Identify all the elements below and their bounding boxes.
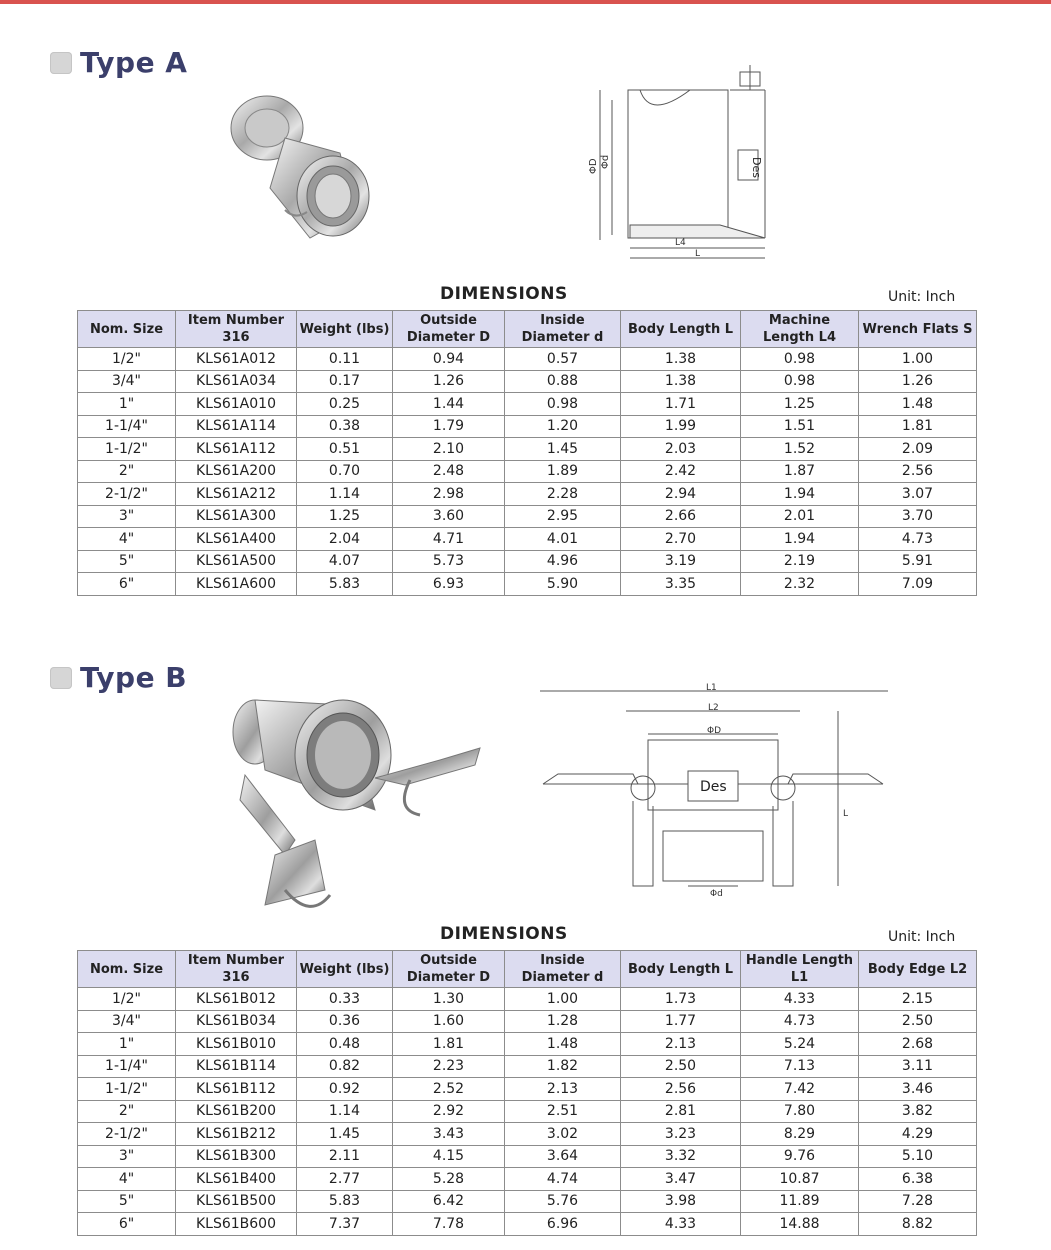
type-a-l-label: L <box>695 249 701 259</box>
table-cell: 0.98 <box>741 370 859 393</box>
table-cell: KLS61A200 <box>176 460 297 483</box>
column-header: Inside Diameter d <box>505 951 621 988</box>
table-cell: 0.94 <box>393 348 505 371</box>
table-cell: 5.24 <box>741 1033 859 1056</box>
table-cell: 5.83 <box>297 573 393 596</box>
type-b-dimensions-title: DIMENSIONS <box>440 924 568 944</box>
table-cell: 6.96 <box>505 1213 621 1236</box>
table-cell: 2-1/2" <box>78 483 176 506</box>
table-cell: KLS61A012 <box>176 348 297 371</box>
table-row <box>78 393 977 416</box>
table-cell: 3.46 <box>859 1078 977 1101</box>
column-header: Weight (lbs) <box>297 951 393 988</box>
table-cell: 7.28 <box>859 1190 977 1213</box>
table-cell: 2.52 <box>393 1078 505 1101</box>
table-cell: 3" <box>78 505 176 528</box>
table-cell: 10.87 <box>741 1168 859 1191</box>
table-cell: 1.89 <box>505 460 621 483</box>
table-cell: 5.83 <box>297 1190 393 1213</box>
table-cell: 3.23 <box>621 1123 741 1146</box>
table-cell: 2.94 <box>621 483 741 506</box>
table-header-row <box>78 311 977 348</box>
table-cell: 1.81 <box>393 1033 505 1056</box>
type-b-unit-label: Unit: Inch <box>888 929 956 945</box>
table-cell: 5" <box>78 1190 176 1213</box>
type-a-id-label: Φd <box>600 154 611 169</box>
table-cell: 5.91 <box>859 550 977 573</box>
table-cell: 3.19 <box>621 550 741 573</box>
table-row <box>78 438 977 461</box>
table-cell: KLS61B212 <box>176 1123 297 1146</box>
type-b-dimensions-table <box>77 950 977 1236</box>
table-cell: KLS61A212 <box>176 483 297 506</box>
table-cell: 2" <box>78 1100 176 1123</box>
type-b-od-label: ΦD <box>707 726 722 736</box>
table-cell: 1.77 <box>621 1010 741 1033</box>
table-cell: 1.81 <box>859 415 977 438</box>
table-cell: 3.43 <box>393 1123 505 1146</box>
type-a-dimensions-table <box>77 310 977 596</box>
table-cell: 4.73 <box>859 528 977 551</box>
table-cell: 2.92 <box>393 1100 505 1123</box>
table-cell: 4.33 <box>741 988 859 1011</box>
table-cell: 1.00 <box>859 348 977 371</box>
table-cell: 4.73 <box>741 1010 859 1033</box>
table-cell: 0.11 <box>297 348 393 371</box>
table-cell: 2.11 <box>297 1145 393 1168</box>
table-cell: 2.28 <box>505 483 621 506</box>
table-row <box>78 550 977 573</box>
table-cell: 1-1/4" <box>78 415 176 438</box>
table-cell: KLS61A112 <box>176 438 297 461</box>
table-cell: 1.44 <box>393 393 505 416</box>
table-cell: 1.79 <box>393 415 505 438</box>
table-cell: 7.42 <box>741 1078 859 1101</box>
type-a-l4-label: L4 <box>675 238 686 248</box>
table-cell: 0.88 <box>505 370 621 393</box>
table-cell: 2.66 <box>621 505 741 528</box>
table-cell: 3.32 <box>621 1145 741 1168</box>
table-cell: KLS61A400 <box>176 528 297 551</box>
type-a-dimensions-title: DIMENSIONS <box>440 284 568 304</box>
table-cell: 1" <box>78 393 176 416</box>
table-cell: 1.51 <box>741 415 859 438</box>
column-header: Inside Diameter d <box>505 311 621 348</box>
table-cell: 9.76 <box>741 1145 859 1168</box>
table-cell: 6.93 <box>393 573 505 596</box>
table-cell: 1/2" <box>78 988 176 1011</box>
table-cell: 14.88 <box>741 1213 859 1236</box>
table-cell: 0.92 <box>297 1078 393 1101</box>
table-cell: 0.57 <box>505 348 621 371</box>
table-cell: 3.70 <box>859 505 977 528</box>
table-cell: 3.07 <box>859 483 977 506</box>
table-cell: 2.56 <box>859 460 977 483</box>
table-row <box>78 1168 977 1191</box>
table-cell: KLS61B010 <box>176 1033 297 1056</box>
column-header: Body Edge L2 <box>859 951 977 988</box>
table-cell: 11.89 <box>741 1190 859 1213</box>
table-row <box>78 415 977 438</box>
table-cell: 1.26 <box>859 370 977 393</box>
type-b-product-photo <box>225 690 490 920</box>
table-row <box>78 348 977 371</box>
table-cell: KLS61A034 <box>176 370 297 393</box>
table-cell: 1.45 <box>505 438 621 461</box>
table-row <box>78 1055 977 1078</box>
type-a-heading <box>50 46 187 79</box>
table-cell: 1/2" <box>78 348 176 371</box>
table-cell: KLS61A600 <box>176 573 297 596</box>
table-cell: 2.23 <box>393 1055 505 1078</box>
table-cell: 4.71 <box>393 528 505 551</box>
table-row <box>78 1033 977 1056</box>
table-cell: 2" <box>78 460 176 483</box>
table-cell: 2.98 <box>393 483 505 506</box>
table-cell: 1-1/4" <box>78 1055 176 1078</box>
table-cell: 3.82 <box>859 1100 977 1123</box>
column-header: Weight (lbs) <box>297 311 393 348</box>
table-cell: 2.10 <box>393 438 505 461</box>
table-cell: 2.32 <box>741 573 859 596</box>
table-cell: 7.37 <box>297 1213 393 1236</box>
table-cell: 1.45 <box>297 1123 393 1146</box>
table-cell: 2.56 <box>621 1078 741 1101</box>
column-header: Machine Length L4 <box>741 311 859 348</box>
table-cell: 1.25 <box>741 393 859 416</box>
table-cell: KLS61B500 <box>176 1190 297 1213</box>
table-cell: 2.19 <box>741 550 859 573</box>
table-cell: 4.15 <box>393 1145 505 1168</box>
table-cell: 1-1/2" <box>78 1078 176 1101</box>
table-cell: 5" <box>78 550 176 573</box>
table-row <box>78 988 977 1011</box>
table-cell: 4.29 <box>859 1123 977 1146</box>
table-cell: 2.51 <box>505 1100 621 1123</box>
heading-square-icon <box>50 667 72 689</box>
table-cell: 1.87 <box>741 460 859 483</box>
column-header: Body Length L <box>621 951 741 988</box>
column-header: Nom. Size <box>78 311 176 348</box>
table-cell: 3.11 <box>859 1055 977 1078</box>
table-cell: 0.98 <box>741 348 859 371</box>
type-a-unit-label: Unit: Inch <box>888 289 956 305</box>
table-cell: 5.73 <box>393 550 505 573</box>
table-cell: 4" <box>78 1168 176 1191</box>
table-cell: 1.99 <box>621 415 741 438</box>
table-row <box>78 505 977 528</box>
type-b-l1-label: L1 <box>706 683 717 693</box>
table-cell: KLS61A010 <box>176 393 297 416</box>
table-cell: 1.82 <box>505 1055 621 1078</box>
table-cell: 1.52 <box>741 438 859 461</box>
column-header: Handle Length L1 <box>741 951 859 988</box>
table-cell: 1.60 <box>393 1010 505 1033</box>
table-cell: 2.70 <box>621 528 741 551</box>
table-cell: 0.98 <box>505 393 621 416</box>
heading-square-icon <box>50 52 72 74</box>
table-cell: 2.48 <box>393 460 505 483</box>
table-cell: KLS61A500 <box>176 550 297 573</box>
table-cell: 3.64 <box>505 1145 621 1168</box>
table-cell: 2.13 <box>505 1078 621 1101</box>
table-cell: 2.42 <box>621 460 741 483</box>
table-cell: 1.14 <box>297 483 393 506</box>
table-cell: 1.38 <box>621 348 741 371</box>
table-cell: 1.48 <box>859 393 977 416</box>
table-row <box>78 370 977 393</box>
table-cell: KLS61B300 <box>176 1145 297 1168</box>
table-cell: 2.50 <box>621 1055 741 1078</box>
table-cell: 0.82 <box>297 1055 393 1078</box>
table-cell: KLS61B114 <box>176 1055 297 1078</box>
column-header: Nom. Size <box>78 951 176 988</box>
table-cell: KLS61B600 <box>176 1213 297 1236</box>
table-cell: 1-1/2" <box>78 438 176 461</box>
table-cell: 7.13 <box>741 1055 859 1078</box>
table-cell: 2.13 <box>621 1033 741 1056</box>
type-b-heading <box>50 661 187 694</box>
type-b-des-label: Des <box>700 779 727 795</box>
table-cell: 0.48 <box>297 1033 393 1056</box>
table-row <box>78 460 977 483</box>
table-row <box>78 573 977 596</box>
table-cell: KLS61B400 <box>176 1168 297 1191</box>
table-cell: 2.09 <box>859 438 977 461</box>
table-cell: KLS61A300 <box>176 505 297 528</box>
type-b-technical-drawing <box>538 676 893 911</box>
table-cell: 5.76 <box>505 1190 621 1213</box>
table-cell: 4" <box>78 528 176 551</box>
table-cell: 2-1/2" <box>78 1123 176 1146</box>
table-cell: 0.33 <box>297 988 393 1011</box>
table-cell: 7.78 <box>393 1213 505 1236</box>
column-header: Item Number 316 <box>176 311 297 348</box>
type-b-id-label: Φd <box>710 889 723 899</box>
table-cell: 3/4" <box>78 1010 176 1033</box>
table-cell: KLS61B112 <box>176 1078 297 1101</box>
table-row <box>78 1100 977 1123</box>
type-a-title: Type A <box>80 46 188 79</box>
table-cell: 3" <box>78 1145 176 1168</box>
table-cell: 5.28 <box>393 1168 505 1191</box>
table-cell: 1.25 <box>297 505 393 528</box>
column-header: Wrench Flats S <box>859 311 977 348</box>
table-cell: 0.25 <box>297 393 393 416</box>
table-cell: 5.10 <box>859 1145 977 1168</box>
table-cell: 0.17 <box>297 370 393 393</box>
type-b-l-label: L <box>843 809 849 819</box>
table-cell: 1.94 <box>741 528 859 551</box>
table-row <box>78 1123 977 1146</box>
table-cell: 6.38 <box>859 1168 977 1191</box>
column-header: Outside Diameter D <box>393 951 505 988</box>
type-b-l2-label: L2 <box>708 703 719 713</box>
table-cell: 4.74 <box>505 1168 621 1191</box>
table-cell: 2.95 <box>505 505 621 528</box>
table-cell: 3.60 <box>393 505 505 528</box>
table-cell: 1.28 <box>505 1010 621 1033</box>
table-row <box>78 528 977 551</box>
top-accent-bar <box>0 0 1051 4</box>
table-row <box>78 1145 977 1168</box>
table-cell: 4.01 <box>505 528 621 551</box>
table-cell: KLS61A114 <box>176 415 297 438</box>
table-cell: 1.20 <box>505 415 621 438</box>
table-cell: 2.15 <box>859 988 977 1011</box>
table-cell: KLS61B200 <box>176 1100 297 1123</box>
table-cell: 2.81 <box>621 1100 741 1123</box>
column-header: Body Length L <box>621 311 741 348</box>
table-cell: 1.26 <box>393 370 505 393</box>
table-cell: 3.47 <box>621 1168 741 1191</box>
table-cell: 1.71 <box>621 393 741 416</box>
table-cell: 2.04 <box>297 528 393 551</box>
table-cell: 2.77 <box>297 1168 393 1191</box>
type-a-od-label: ΦD <box>588 158 599 174</box>
table-cell: 2.01 <box>741 505 859 528</box>
table-cell: 0.36 <box>297 1010 393 1033</box>
table-row <box>78 1213 977 1236</box>
table-cell: 3/4" <box>78 370 176 393</box>
table-cell: 3.02 <box>505 1123 621 1146</box>
table-cell: 2.50 <box>859 1010 977 1033</box>
table-cell: 4.33 <box>621 1213 741 1236</box>
table-cell: 6.42 <box>393 1190 505 1213</box>
table-cell: 4.96 <box>505 550 621 573</box>
column-header: Item Number 316 <box>176 951 297 988</box>
column-header: Outside Diameter D <box>393 311 505 348</box>
table-cell: 2.68 <box>859 1033 977 1056</box>
table-cell: 4.07 <box>297 550 393 573</box>
table-cell: 0.38 <box>297 415 393 438</box>
table-cell: 5.90 <box>505 573 621 596</box>
table-cell: 0.70 <box>297 460 393 483</box>
table-cell: 1.38 <box>621 370 741 393</box>
table-cell: 6" <box>78 1213 176 1236</box>
table-cell: 1.30 <box>393 988 505 1011</box>
table-row <box>78 1078 977 1101</box>
table-cell: KLS61B034 <box>176 1010 297 1033</box>
table-cell: 3.98 <box>621 1190 741 1213</box>
type-b-title: Type B <box>80 661 188 694</box>
table-cell: 6" <box>78 573 176 596</box>
table-cell: 3.35 <box>621 573 741 596</box>
table-cell: 8.82 <box>859 1213 977 1236</box>
table-cell: 8.29 <box>741 1123 859 1146</box>
table-cell: 1" <box>78 1033 176 1056</box>
table-cell: 2.03 <box>621 438 741 461</box>
type-a-des-label: Des <box>750 157 763 178</box>
type-a-technical-drawing <box>590 60 790 265</box>
table-cell: 1.94 <box>741 483 859 506</box>
table-cell: 7.80 <box>741 1100 859 1123</box>
type-a-product-photo <box>215 78 385 248</box>
table-cell: 0.51 <box>297 438 393 461</box>
table-cell: 1.14 <box>297 1100 393 1123</box>
table-row <box>78 1010 977 1033</box>
table-cell: 1.48 <box>505 1033 621 1056</box>
table-cell: 7.09 <box>859 573 977 596</box>
table-header-row <box>78 951 977 988</box>
table-row <box>78 1190 977 1213</box>
table-cell: 1.73 <box>621 988 741 1011</box>
table-row <box>78 483 977 506</box>
table-cell: 1.00 <box>505 988 621 1011</box>
table-cell: KLS61B012 <box>176 988 297 1011</box>
